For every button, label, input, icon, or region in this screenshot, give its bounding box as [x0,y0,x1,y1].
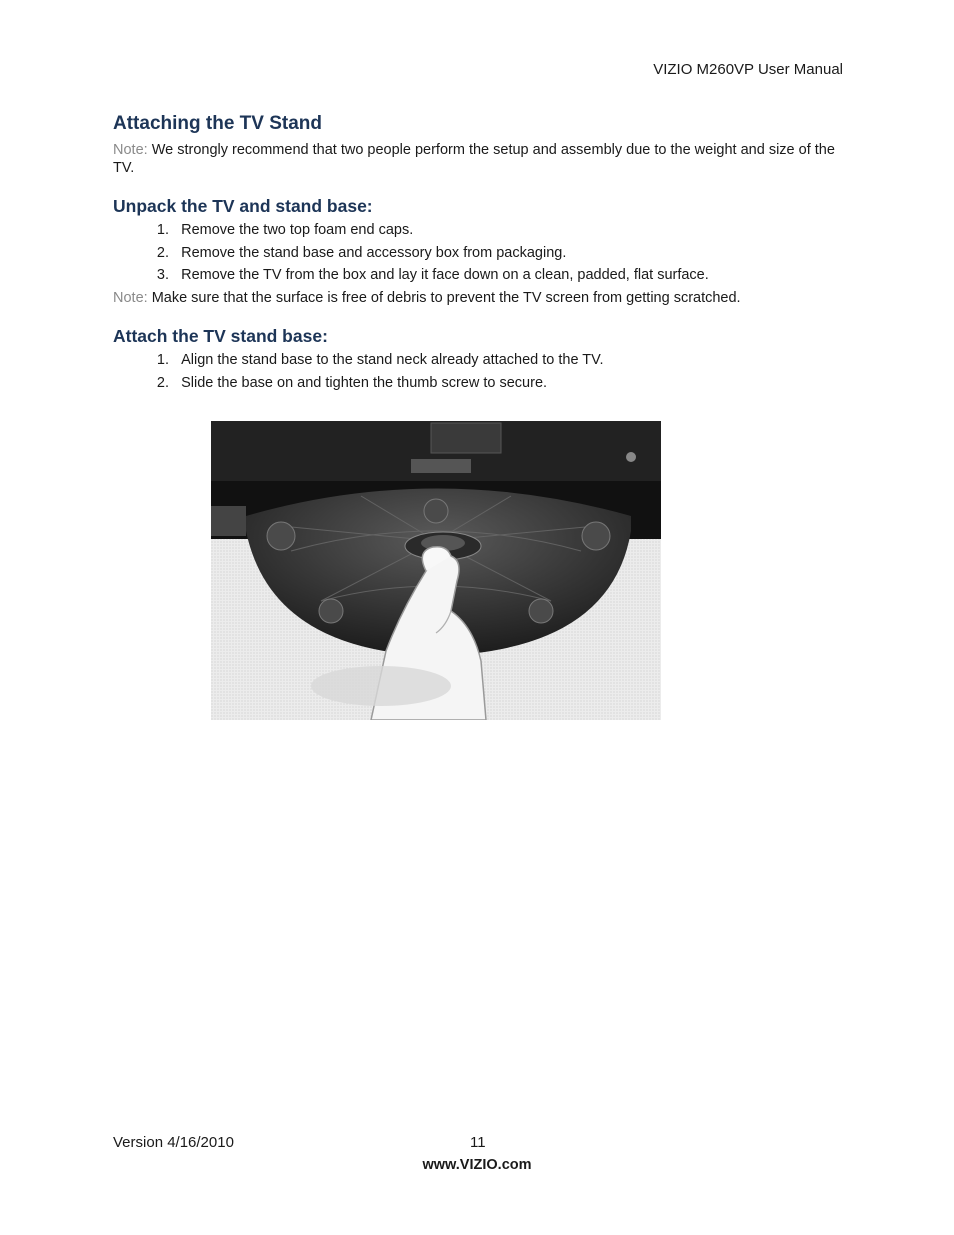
step-number: 1. [156,222,169,238]
list-item [113,349,604,372]
attach-heading: Attach the TV stand base: [113,326,328,346]
step-text: Remove the two top foam end caps. [181,222,414,238]
step-number: 1. [156,352,169,368]
note-weight [113,141,843,177]
list-item [113,219,709,242]
list-item [113,242,709,265]
website-url: www.VIZIO.com [422,1157,532,1173]
step-text: Slide the base on and tighten the thumb screw to secure. [181,374,548,391]
list-item [113,264,709,287]
step-number: 2. [156,374,169,391]
version-label: Version 4/16/2010 [113,1134,234,1151]
section-title: Attaching the TV Stand [113,113,322,134]
manual-title: VIZIO M260VP User Manual [653,61,843,78]
step-text: Align the stand base to the stand neck already attached to the TV. [181,352,604,368]
note-debris [113,289,843,307]
unpack-steps [113,219,709,287]
step-number: 3. [156,267,169,283]
step-text: Remove the TV from the box and lay it face down on a clean, padded, flat surface. [181,267,709,283]
stand-base-illustration [211,421,661,720]
note-text: We strongly recommend that two people perform the setup and assembly due to the weight and size of the TV. [113,142,835,176]
note-label: Note: [113,290,148,306]
stand-base-photo [211,421,661,720]
page-number: 11 [470,1134,486,1151]
attach-steps [113,349,604,394]
list-item [113,372,604,395]
unpack-heading: Unpack the TV and stand base: [113,196,373,216]
step-number: 2. [156,244,169,261]
note-text: Make sure that the surface is free of debris to prevent the TV screen from getting scratched. [147,290,741,306]
step-text: Remove the stand base and accessory box from packaging. [181,244,567,261]
note-label: Note: [113,142,148,158]
